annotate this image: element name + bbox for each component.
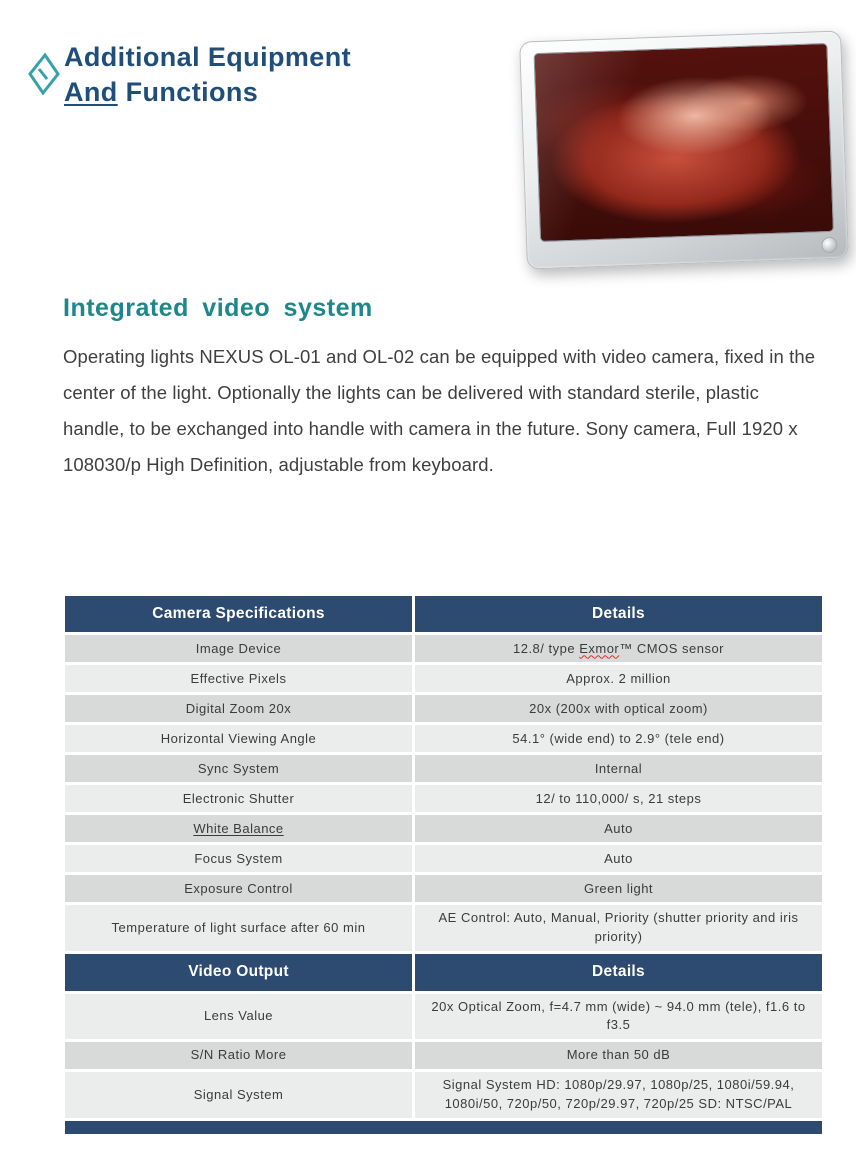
spec-value-exposure-control: Green light — [415, 875, 822, 902]
spec-value-signal-system: Signal System HD: 1080p/29.97, 1080p/25, 1080i/59.94, 1080i/50, 720p/50, 720p/29.97, 720p/25 SD: NTSC/PAL — [415, 1072, 822, 1118]
white-balance-label-text: White Balance — [193, 820, 284, 836]
diamond-logo-icon — [26, 50, 62, 103]
table-header-camera-specifications: Camera Specifications — [65, 596, 412, 632]
surgical-monitor-image — [519, 30, 849, 269]
spec-label-digital-zoom: Digital Zoom 20x — [65, 695, 412, 722]
page-title — [64, 40, 351, 110]
image-device-value — [513, 640, 724, 659]
title-line2-rest: Functions — [125, 77, 259, 108]
image-device-value-post: ™ CMOS sensor — [619, 640, 725, 656]
monitor-frame — [519, 30, 849, 269]
specifications-table — [65, 596, 822, 1134]
integrated-video-system-section — [63, 294, 825, 483]
table-bottom-bar — [65, 1121, 822, 1134]
spec-value-effective-pixels: Approx. 2 million — [415, 665, 822, 692]
section-paragraph: Operating lights NEXUS OL-01 and OL-02 can be equipped with video camera, fixed in the center of the light. Optionally the lights can be delivered with standard sterile, plastic handle, to be exchanged into handle with camera in the future. Sony camera, Full 1920 x 108030/p High Definition, adjustable from keyboard. — [63, 346, 816, 476]
spec-label-sn-ratio: S/N Ratio More — [65, 1042, 412, 1069]
title-underlined-word: And — [64, 77, 118, 108]
spec-label-exposure-control: Exposure Control — [65, 875, 412, 902]
page-title-text — [64, 40, 351, 110]
spec-label-effective-pixels: Effective Pixels — [65, 665, 412, 692]
title-line1: Additional Equipment — [64, 42, 351, 72]
spec-value-sn-ratio: More than 50 dB — [415, 1042, 822, 1069]
spec-value-horizontal-viewing-angle: 54.1° (wide end) to 2.9° (tele end) — [415, 725, 822, 752]
table-header-details-2: Details — [415, 954, 822, 990]
spec-label-temperature: Temperature of light surface after 60 min — [65, 905, 412, 951]
section-heading: Integrated video system — [63, 294, 373, 322]
spec-value-white-balance: Auto — [415, 815, 822, 842]
spec-label-focus-system: Focus System — [65, 845, 412, 872]
table-header-details-1: Details — [415, 596, 822, 632]
spec-label-white-balance — [65, 815, 412, 842]
spec-value-focus-system: Auto — [415, 845, 822, 872]
spec-value-lens-value: 20x Optical Zoom, f=4.7 mm (wide) ~ 94.0 mm (tele), f1.6 to f3.5 — [415, 994, 822, 1040]
spec-label-electronic-shutter: Electronic Shutter — [65, 785, 412, 812]
spec-value-digital-zoom: 20x (200x with optical zoom) — [415, 695, 822, 722]
spec-label-horizontal-viewing-angle: Horizontal Viewing Angle — [65, 725, 412, 752]
spec-label-lens-value: Lens Value — [65, 994, 412, 1040]
spec-value-temperature: AE Control: Auto, Manual, Priority (shutter priority and iris priority) — [415, 905, 822, 951]
monitor-screen-surgical-video — [534, 43, 834, 242]
spec-value-sync-system: Internal — [415, 755, 822, 782]
diamond-logo-svg — [26, 50, 62, 98]
image-device-value-exmor: Exmor — [579, 640, 620, 656]
monitor-power-button-icon — [821, 237, 838, 254]
spec-label-image-device: Image Device — [65, 635, 412, 662]
image-device-value-pre: 12.8/ type — [512, 640, 580, 656]
spec-label-sync-system: Sync System — [65, 755, 412, 782]
table-header-video-output: Video Output — [65, 954, 412, 990]
spec-value-electronic-shutter: 12/ to 110,000/ s, 21 steps — [415, 785, 822, 812]
spec-value-image-device — [415, 635, 822, 662]
spec-label-signal-system: Signal System — [65, 1072, 412, 1118]
